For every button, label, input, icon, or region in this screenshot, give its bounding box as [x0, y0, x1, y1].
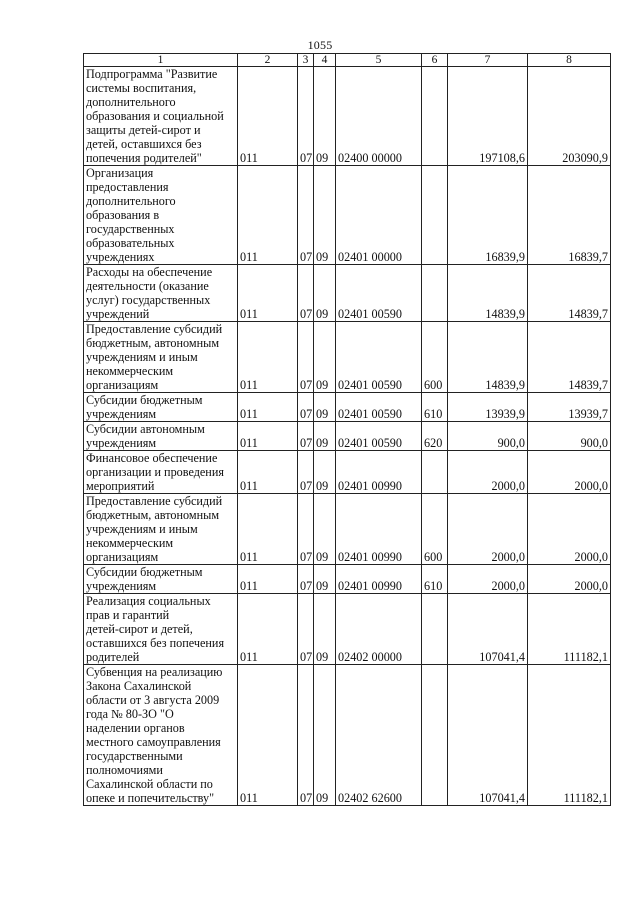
- header-col-sum1: 7: [448, 54, 528, 67]
- cell-name: Предоставление субсидий бюджетным, автономным учреждениям и иным некоммерческим организациям: [84, 494, 238, 565]
- cell-csr: 02401 00590: [336, 265, 422, 322]
- cell-vr: 600: [422, 322, 448, 393]
- cell-name: Финансовое обеспечение организации и проведения мероприятий: [84, 451, 238, 494]
- cell-pr: 09: [314, 594, 336, 665]
- budget-table: [83, 53, 611, 806]
- cell-vr: [422, 265, 448, 322]
- cell-ved: 011: [238, 665, 298, 806]
- header-col-sum2: 8: [528, 54, 611, 67]
- cell-csr: 02401 00590: [336, 422, 422, 451]
- cell-sum-2024: 203090,9: [528, 67, 611, 166]
- cell-csr: 02401 00990: [336, 451, 422, 494]
- cell-vr: [422, 451, 448, 494]
- cell-pr: 09: [314, 166, 336, 265]
- cell-sum-2023: 900,0: [448, 422, 528, 451]
- table-row: [84, 166, 611, 265]
- cell-sum-2024: 13939,7: [528, 393, 611, 422]
- cell-pr: 09: [314, 67, 336, 166]
- table-row: [84, 67, 611, 166]
- cell-rz: 07: [298, 565, 314, 594]
- cell-vr: [422, 67, 448, 166]
- cell-csr: 02401 00990: [336, 494, 422, 565]
- cell-csr: 02400 00000: [336, 67, 422, 166]
- cell-sum-2024: 111182,1: [528, 594, 611, 665]
- header-col-csr: 5: [336, 54, 422, 67]
- cell-ved: 011: [238, 393, 298, 422]
- cell-ved: 011: [238, 494, 298, 565]
- table-body: [84, 67, 611, 806]
- cell-pr: 09: [314, 265, 336, 322]
- table-row: [84, 393, 611, 422]
- table-row: [84, 451, 611, 494]
- cell-ved: 011: [238, 451, 298, 494]
- cell-sum-2023: 107041,4: [448, 594, 528, 665]
- cell-vr: 600: [422, 494, 448, 565]
- table-row: [84, 322, 611, 393]
- cell-pr: 09: [314, 565, 336, 594]
- cell-sum-2024: 2000,0: [528, 565, 611, 594]
- cell-ved: 011: [238, 594, 298, 665]
- table-row: [84, 594, 611, 665]
- cell-sum-2023: 2000,0: [448, 451, 528, 494]
- header-col-name: 1: [84, 54, 238, 67]
- cell-csr: 02401 00590: [336, 322, 422, 393]
- cell-sum-2023: 2000,0: [448, 565, 528, 594]
- cell-pr: 09: [314, 494, 336, 565]
- cell-rz: 07: [298, 166, 314, 265]
- cell-sum-2023: 14839,9: [448, 265, 528, 322]
- cell-rz: 07: [298, 594, 314, 665]
- cell-rz: 07: [298, 665, 314, 806]
- cell-csr: 02401 00590: [336, 393, 422, 422]
- table-row: [84, 494, 611, 565]
- header-row: [84, 54, 611, 67]
- cell-pr: 09: [314, 665, 336, 806]
- cell-sum-2023: 2000,0: [448, 494, 528, 565]
- cell-pr: 09: [314, 422, 336, 451]
- cell-name: Реализация социальных прав и гарантий детей-сирот и детей, оставшихся без попечения родителей: [84, 594, 238, 665]
- header-col-pr: 4: [314, 54, 336, 67]
- cell-ved: 011: [238, 422, 298, 451]
- cell-sum-2023: 107041,4: [448, 665, 528, 806]
- cell-rz: 07: [298, 322, 314, 393]
- cell-csr: 02402 00000: [336, 594, 422, 665]
- cell-csr: 02402 62600: [336, 665, 422, 806]
- cell-sum-2023: 13939,9: [448, 393, 528, 422]
- cell-ved: 011: [238, 565, 298, 594]
- cell-sum-2024: 900,0: [528, 422, 611, 451]
- cell-ved: 011: [238, 166, 298, 265]
- cell-sum-2023: 14839,9: [448, 322, 528, 393]
- cell-ved: 011: [238, 322, 298, 393]
- cell-name: Субсидии бюджетным учреждениям: [84, 393, 238, 422]
- cell-sum-2024: 2000,0: [528, 494, 611, 565]
- cell-name: Предоставление субсидий бюджетным, автономным учреждениям и иным некоммерческим организациям: [84, 322, 238, 393]
- cell-rz: 07: [298, 494, 314, 565]
- cell-sum-2024: 14839,7: [528, 322, 611, 393]
- cell-rz: 07: [298, 393, 314, 422]
- cell-csr: 02401 00990: [336, 565, 422, 594]
- cell-rz: 07: [298, 67, 314, 166]
- cell-vr: [422, 166, 448, 265]
- header-col-rz: 3: [298, 54, 314, 67]
- cell-vr: 610: [422, 393, 448, 422]
- cell-vr: 620: [422, 422, 448, 451]
- cell-name: Субсидии автономным учреждениям: [84, 422, 238, 451]
- table-header: [84, 54, 611, 67]
- cell-sum-2024: 2000,0: [528, 451, 611, 494]
- cell-vr: [422, 665, 448, 806]
- page-number: 1055: [307, 38, 333, 52]
- cell-pr: 09: [314, 322, 336, 393]
- table-row: [84, 665, 611, 806]
- cell-ved: 011: [238, 67, 298, 166]
- cell-sum-2024: 111182,1: [528, 665, 611, 806]
- cell-vr: 610: [422, 565, 448, 594]
- cell-name: Расходы на обеспечение деятельности (оказание услуг) государственных учреждений: [84, 265, 238, 322]
- cell-rz: 07: [298, 422, 314, 451]
- cell-pr: 09: [314, 393, 336, 422]
- cell-ved: 011: [238, 265, 298, 322]
- cell-pr: 09: [314, 451, 336, 494]
- cell-rz: 07: [298, 451, 314, 494]
- cell-sum-2024: 16839,7: [528, 166, 611, 265]
- table-row: [84, 422, 611, 451]
- cell-rz: 07: [298, 265, 314, 322]
- cell-sum-2023: 197108,6: [448, 67, 528, 166]
- cell-name: Субвенция на реализацию Закона Сахалинской области от 3 августа 2009 года № 80-ЗО "О наделении органов местного самоуправления государственными полномочиями Сахалинской области по опеке и попечительству": [84, 665, 238, 806]
- cell-name: Подпрограмма "Развитие системы воспитания, дополнительного образования и социальной защиты детей-сирот и детей, оставшихся без попечения родителей": [84, 67, 238, 166]
- header-col-ved: 2: [238, 54, 298, 67]
- cell-name: Организация предоставления дополнительного образования в государственных образовательных учреждениях: [84, 166, 238, 265]
- table-row: [84, 265, 611, 322]
- header-col-vr: 6: [422, 54, 448, 67]
- table-row: [84, 565, 611, 594]
- cell-name: Субсидии бюджетным учреждениям: [84, 565, 238, 594]
- cell-sum-2023: 16839,9: [448, 166, 528, 265]
- cell-vr: [422, 594, 448, 665]
- cell-sum-2024: 14839,7: [528, 265, 611, 322]
- cell-csr: 02401 00000: [336, 166, 422, 265]
